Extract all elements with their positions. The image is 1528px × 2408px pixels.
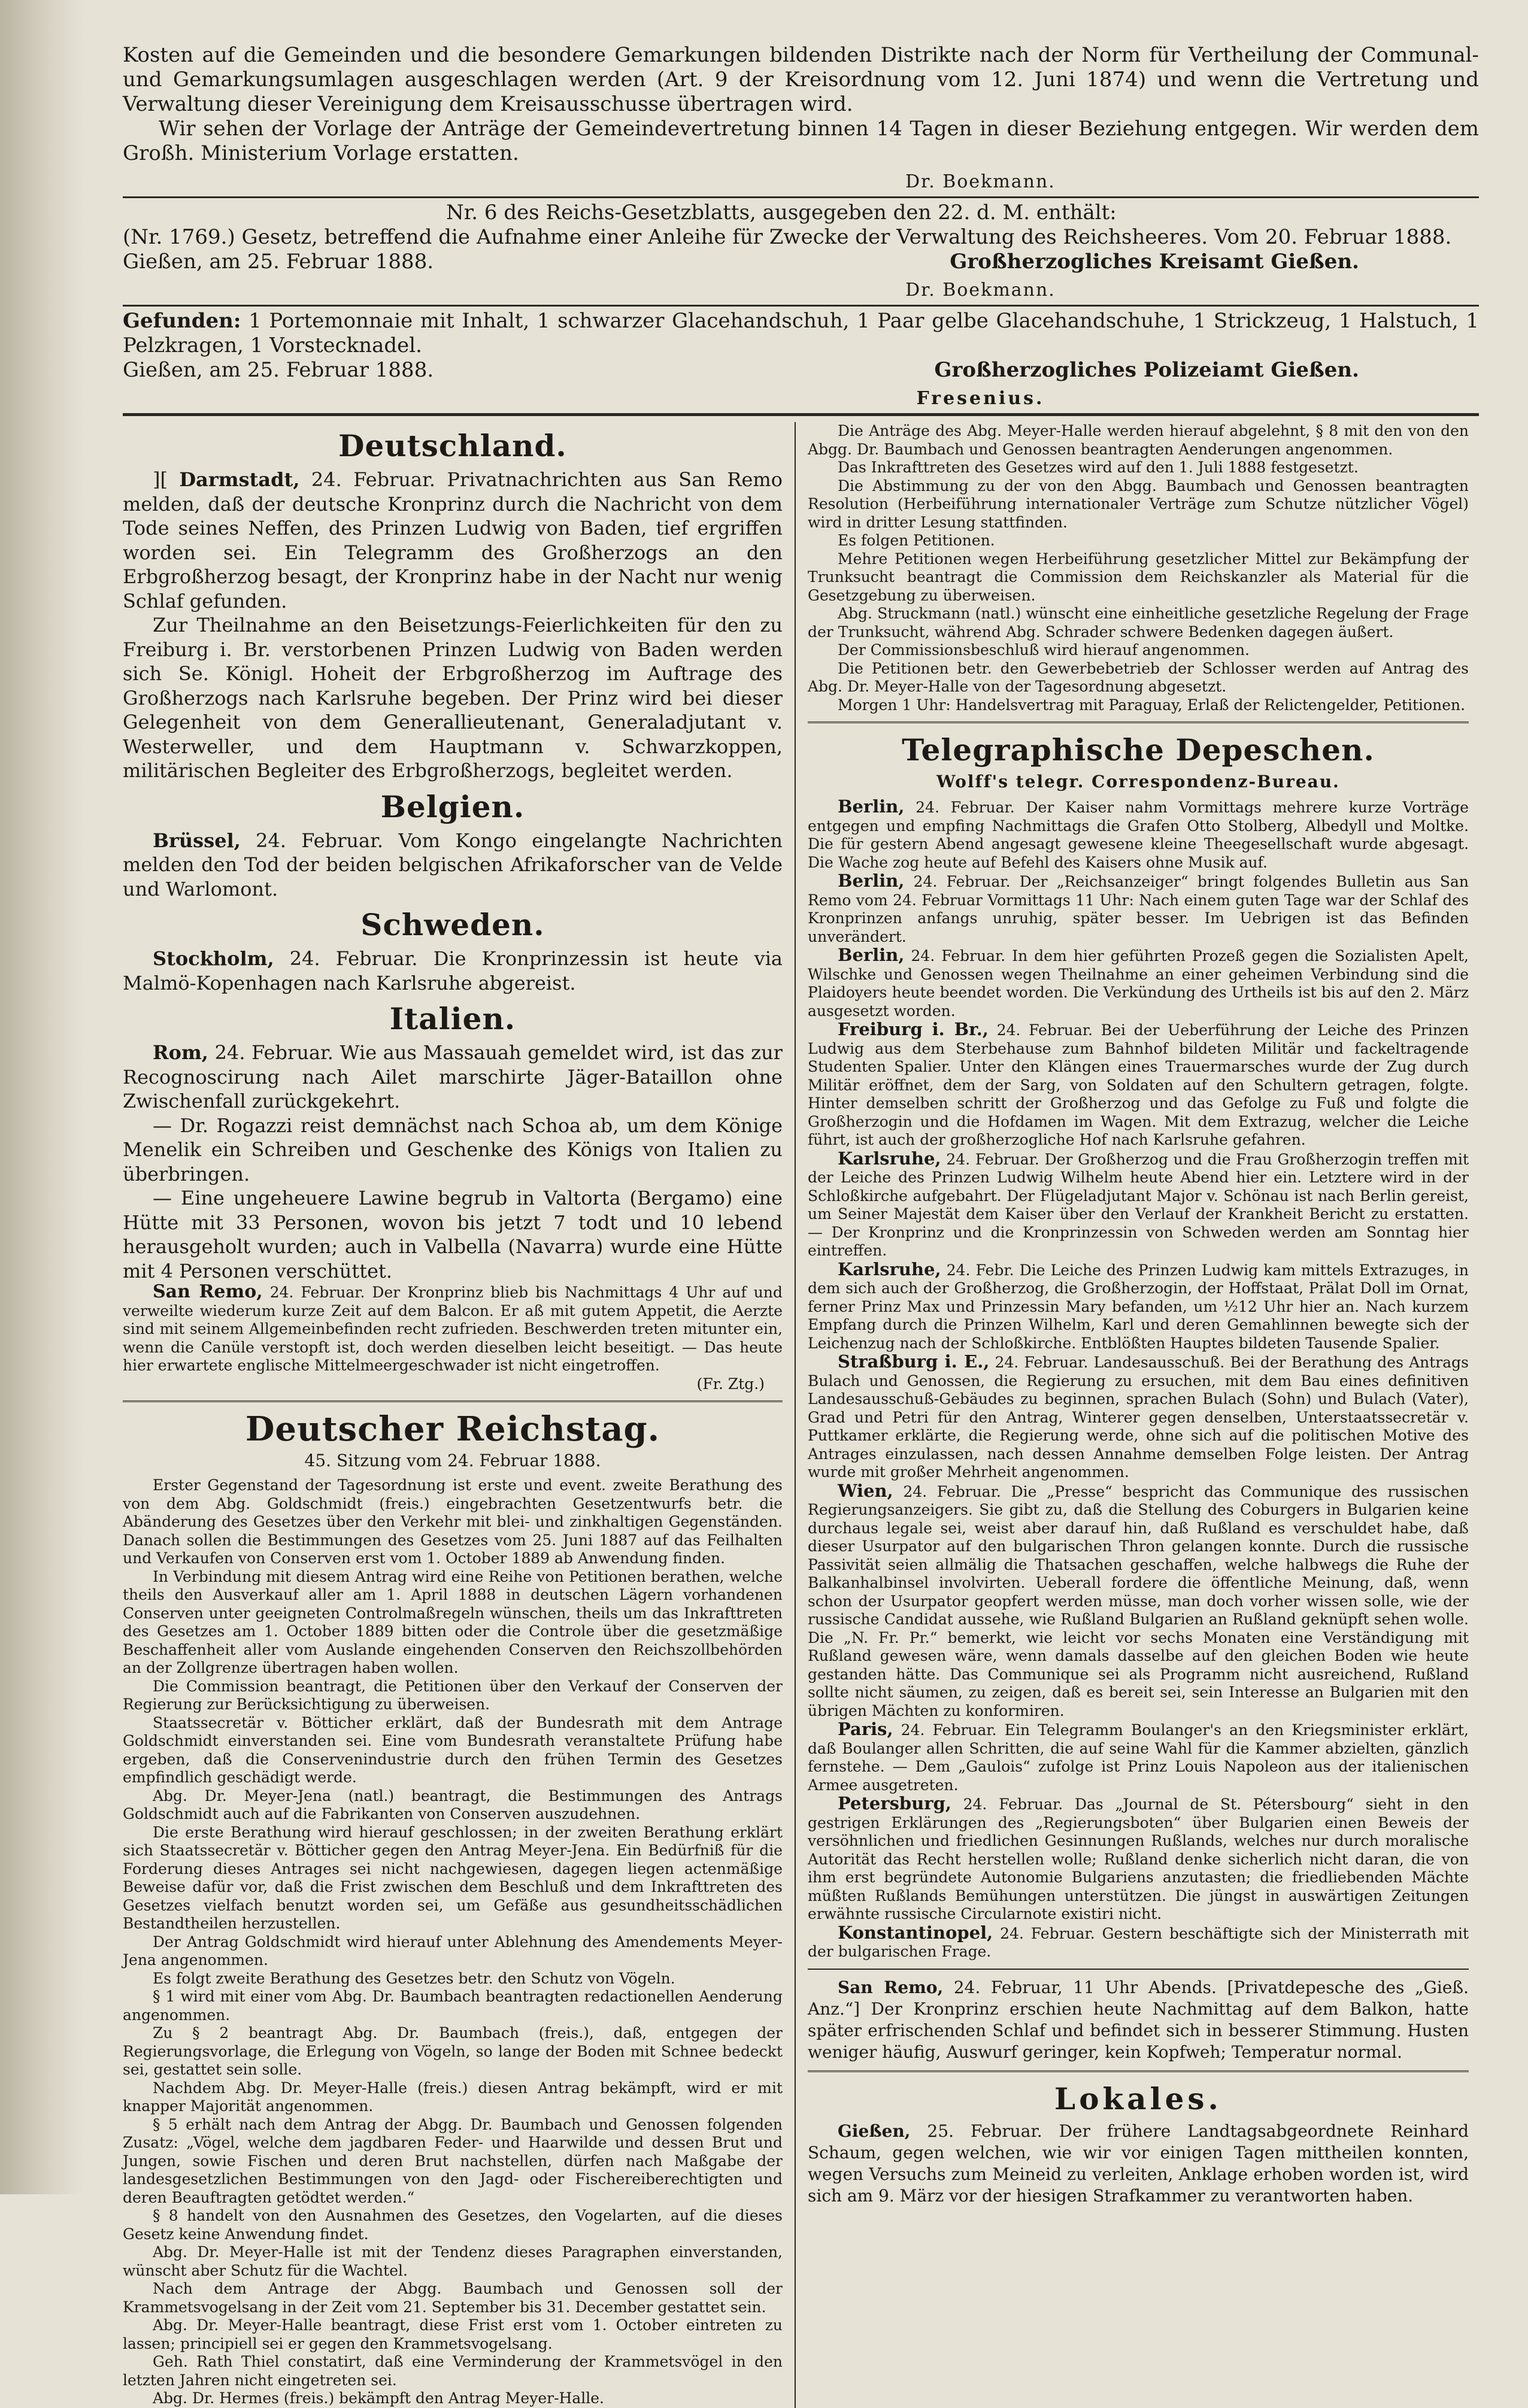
article-sanremo-private: [808, 1977, 1469, 2063]
official-notices: [123, 43, 1479, 416]
telegram-text: 24. Febr. Die Leiche des Prinzen Ludwig kam mittels Extrazuges, in dem sich auch der Großherzog, die Großherzogin, der Hoffstaat, Prälat Doll im Ornat, ferner Prinz Max und Prinzessin Mary befanden, um ½12 Uhr hier an. Nach kurzem Empfang durch die Prinzen Wilhelm, Karl und deren Gemahlinnen bewegte sich der Leichenzug nach der Schloßkirche. Entblößten Hauptes bildeten Tausende Spalier.: [808, 1261, 1469, 1352]
report-paragraph: Der Antrag Goldschmidt wird hierauf unter Ablehnung des Amendements Meyer-Jena angenommen.: [123, 1933, 783, 1969]
divider: [808, 2070, 1469, 2074]
reichsgesetzblatt-law: (Nr. 1769.) Gesetz, betreffend die Aufnahme einer Anleihe für Zwecke der Verwaltung des Reichsheeres. Vom 20. Februar 1888.: [123, 225, 1452, 249]
report-paragraph: Nach dem Antrage der Abgg. Baumbach und Genossen soll der Krammetsvogelsang in der Zeit vom 21. September bis 31. December gestattet sein.: [123, 2280, 783, 2316]
report-paragraph: Die Anträge des Abg. Meyer-Halle werden hierauf abgelehnt, § 8 mit den von den Abgg. Dr. Baumbach und Genossen beantragten Aenderungen angenommen.: [808, 422, 1469, 458]
article-text: 24. Februar, 11 Uhr Abends. [Privatdepesche des „Gieß. Anz.“] Der Kronprinz erschien heute Nachmittag auf dem Balkon, hatte später erfrischenden Schlaf und befindet sich in besserer Stimmung. Husten weniger häufig, Auswurf geringer, kein Kopfweh; Temperatur normal.: [808, 1977, 1469, 2062]
report-paragraph: § 8 handelt von den Ausnahmen des Gesetzes, den Vogelarten, auf die dieses Gesetz keine Anwendung findet.: [123, 2207, 783, 2243]
report-paragraph: Zu § 2 beantragt Abg. Dr. Baumbach (freis.), daß, entgegen der Regierungsvorlage, die Erlegung von Vögeln, so lange der Boden mit Schnee bedeckt sei, gestattet sein solle.: [123, 2024, 783, 2078]
dateline-place: Wien,: [838, 1480, 893, 1501]
dateline-place: Brüssel,: [153, 829, 241, 852]
report-paragraph: Die Petitionen betr. den Gewerbebetrieb der Schlosser werden auf Antrag des Abg. Dr. Meyer-Halle von der Tagesordnung abgesetzt.: [808, 659, 1469, 695]
article-sanremo: [123, 1283, 783, 1375]
place-date-2: Gießen, am 25. Februar 1888.: [123, 358, 434, 382]
article-text: 24. Februar. Vom Kongo eingelangte Nachrichten melden den Tod der beiden belgischen Afrikaforscher van de Velde und Warlomont.: [123, 829, 783, 900]
article-stockholm: [123, 947, 783, 995]
article-text: 24. Februar. Der Kronprinz blieb bis Nachmittags 4 Uhr auf und verweilte wiederum kurze Zeit auf dem Balcon. Er aß mit gutem Appetit, die Aerzte sind mit seinem Allgemeinbefinden recht zufrieden. Beschwerden treten mitunter ein, wenn die Canüle verstopft ist, doch werden dieselben leicht beseitigt. — Das heute hier erwartete englische Mittelmeergeschwader ist nicht eingetroffen.: [123, 1284, 783, 1374]
article-darmstadt: [123, 468, 783, 613]
section-mark: ][: [153, 468, 168, 491]
telegram-item: [808, 1794, 1469, 1924]
dateline-place: San Remo,: [153, 1281, 263, 1302]
report-paragraph: Das Inkrafttreten des Gesetzes wird auf den 1. Juli 1888 festgesetzt.: [838, 459, 1359, 476]
report-paragraph: Abg. Struckmann (natl.) wünscht eine einheitliche gesetzliche Regelung der Frage der Trunksucht, während Abg. Schrader schwere Bedenken dagegen äußert.: [808, 605, 1469, 641]
heading-reichstag: Deutscher Reichstag.: [245, 1409, 660, 1449]
report-paragraph: Die Abstimmung zu der von den Abgg. Baumbach und Genossen beantragten Resolution (Herbeiführung internationaler Verträge zum Schutze nützlicher Vögel) wird in dritter Lesung stattfinden.: [808, 477, 1469, 531]
report-paragraph: In Verbindung mit diesem Antrag wird eine Reihe von Petitionen berathen, welche theils den Ausverkauf aller am 1. April 1888 in deutschen Lägern vorhandenen Conserven unter geeigneten Controlmaßregeln wünschen, theils um das Inkrafttreten des Gesetzes am 1. October 1889 bitten oder die Controle über die gesetzmäßige Beschaffenheit aller vom Auslande eingehenden Conserven den Reichszollbehörden an der Zollgrenze übertragen haben wollen.: [123, 1567, 783, 1676]
report-paragraph: Abg. Dr. Hermes (freis.) bekämpft den Antrag Meyer-Halle.: [153, 2389, 604, 2407]
telegram-text: 24. Februar. Bei der Ueberführung der Leiche des Prinzen Ludwig aus dem Sterbehause zum Bahnhof bildeten Militär und fackeltragende Studenten Spalier. Unter den Klängen eines Trauermarsches wurde der Zug durch Militär eröffnet, dem der Sarg, von Soldaten auf den Schultern getragen, folgte. Hinter demselben schritt der Großherzog und das Gefolge zu Fuß und folgte die Großherzogin und die Hofdamen im Wagen. Mit dem Extrazug, welcher die Leiche führt, ist auch der großherzogliche Hof nach Karlsruhe gefahren.: [808, 1021, 1469, 1148]
report-paragraph: Morgen 1 Uhr: Handelsvertrag mit Paraguay, Erlaß der Relictengelder, Petitionen.: [838, 696, 1466, 714]
telegram-item: [808, 797, 1469, 872]
dateline-place: San Remo,: [838, 1977, 944, 1997]
telegram-text: 24. Februar. Landesausschuß. Bei der Berathung des Antrags Bulach und Genossen, die Regierung zu ersuchen, mit dem Bau eines definitiven Landesausschuß-Gebäudes zu beginnen, sprachen Bulach (Sohn) und Bulach (Vater), Grad und Petri für den Antrag, Winterer gegen denselben, Unterstaatssecretär v. Puttkamer erklärte, die Regierung werde, ohne sich auf die politischen Motive des Antrages einzulassen, nach dessen Annahme demselben Folge leisten. Der Antrag wurde mit großer Mehrheit angenommen.: [808, 1354, 1469, 1481]
signature-fresenius: Fresenius.: [916, 388, 1045, 409]
office-kreisamt: Großherzogliches Kreisamt Gießen.: [950, 250, 1359, 274]
notice-paragraph-1: Kosten auf die Gemeinden und die besondere Gemarkungen bildenden Distrikte nach der Norm für Vertheilung der Communal- und Gemarkungsumlagen ausgeschlagen werden (Art. 9 der Kreisordnung vom 12. Juni 1874) und wenn die Vertretung und Verwaltung dieser Vereinigung dem Kreisausschusse übertragen wird.: [123, 43, 1479, 116]
divider: [123, 196, 1479, 198]
telegram-item: [808, 1020, 1469, 1150]
notice-paragraph-2: Wir sehen der Vorlage der Anträge der Gemeindevertretung binnen 14 Tagen in dieser Beziehung entgegen. Wir werden dem Großh. Ministerium Vorlage erstatten.: [123, 117, 1479, 165]
dateline-place: Gießen,: [838, 2121, 911, 2141]
report-paragraph: Mehre Petitionen wegen Herbeiführung gesetzlicher Mittel zur Bekämpfung der Trunksucht beantragt die Commission dem Reichskanzler als Material für die Gesetzgebung zu überweisen.: [808, 550, 1469, 604]
telegram-item: [808, 1150, 1469, 1260]
report-paragraph: § 5 erhält nach dem Antrag der Abgg. Dr. Baumbach und Genossen folgenden Zusatz: „Vögel, welche dem jagdbaren Feder- und Haarwilde und dessen Brut und Jungen, sowie Fischen und deren Brut nachstellen, dürfen nach Maßgabe der landesgesetzlichen Bestimmungen von den Jagd- oder Fischereiberechtigten und deren Beauftragten getödtet werden.“: [123, 2115, 783, 2206]
report-paragraph: Staatssecretär v. Bötticher erklärt, daß der Bundesrath mit dem Antrage Goldschmidt einverstanden sei. Eine vom Bundesrath veranstaltete Prüfung habe ergeben, daß die Conservenindustrie durch den frühen Termin des Gesetzes empfindlich geschädigt werde.: [123, 1713, 783, 1786]
dateline-place: Konstantinopel,: [838, 1922, 993, 1943]
article-rom-2: — Dr. Rogazzi reist demnächst nach Schoa ab, um dem Könige Menelik ein Schreiben und Geschenke des Königs von Italien zu überbringen.: [123, 1114, 783, 1185]
found-text: 1 Portemonnaie mit Inhalt, 1 schwarzer Glacehandschuh, 1 Paar gelbe Glacehandschuhe, 1 Strickzeug, 1 Halstuch, 1 Pelzkragen, 1 Vorstecknadel.: [123, 309, 1479, 357]
dateline-place: Darmstadt,: [179, 468, 300, 491]
report-paragraph: Nachdem Abg. Dr. Meyer-Halle (freis.) diesen Antrag bekämpft, wird er mit knapper Majorität angenommen.: [123, 2079, 783, 2115]
dateline-place: Karlsruhe,: [838, 1258, 941, 1279]
heading-italien: Italien.: [389, 1001, 516, 1036]
heading-telegraphische-depeschen: Telegraphische Depeschen.: [902, 732, 1375, 768]
telegram-text: 24. Februar. In dem hier geführten Prozeß gegen die Sozialisten Apelt, Wilschke und Genossen wegen Theilnahme an einer geheimen Verbindung sind die Plaidoyers heute beendet worden. Die Verkündung des Urtheils ist bis auf den 2. März ausgesetzt worden.: [808, 947, 1469, 1020]
telegram-text: 24. Februar. Der Kaiser nahm Vormittags mehrere kurze Vorträge entgegen und empfing Nachmittags die Grafen Otto Stolberg, Albedyll und Moltke. Die für gestern Abend angesagt gewesene kleine Theegesellschaft wurde abgesagt. Die Wache zog heute auf Befehl des Kaisers ohne Musik auf.: [808, 799, 1469, 871]
article-bruessel: [123, 829, 783, 902]
article-text: 25. Februar. Der frühere Landtagsabgeordnete Reinhard Schaum, gegen welchen, wie wir vor einigen Tagen mittheilen konnten, wegen Versuchs zum Meineid zu verleiten, Anklage erhoben worden ist, wird sich am 9. März vor der hiesigen Strafkammer zu verantworten haben.: [808, 2121, 1469, 2206]
telegram-item: [808, 946, 1469, 1020]
dateline-place: Stockholm,: [153, 947, 274, 970]
dateline-place: Karlsruhe,: [838, 1148, 941, 1169]
divider: [123, 1400, 783, 1404]
found-label: Gefunden:: [123, 309, 241, 333]
session-line: 45. Sitzung vom 24. Februar 1888.: [304, 1451, 601, 1470]
article-giessen: [808, 2121, 1469, 2207]
article-text: 24. Februar. Die Kronprinzessin ist heute via Malmö-Kopenhagen nach Karlsruhe abgereist.: [123, 947, 783, 994]
telegram-item: [808, 1260, 1469, 1353]
divider: [123, 305, 1479, 307]
dateline-place: Berlin,: [838, 871, 905, 891]
reichsgesetzblatt-line: Nr. 6 des Reichs-Gesetzblatts, ausgegeben den 22. d. M. enthält:: [446, 201, 1117, 225]
report-paragraph: Abg. Dr. Meyer-Jena (natl.) beantragt, die Bestimmungen des Antrags Goldschmidt auch auf die Fabrikanten von Conserven auszudehnen.: [123, 1787, 783, 1822]
notice-footer-2: [123, 358, 1479, 383]
report-paragraph: Der Commissionsbeschluß wird hierauf angenommen.: [838, 641, 1250, 659]
dateline-place: Petersburg,: [838, 1793, 951, 1813]
two-column-body: [123, 422, 1479, 2408]
dateline-place: Freiburg i. Br.,: [838, 1019, 989, 1039]
report-paragraph: Es folgen Petitionen.: [838, 532, 995, 549]
dateline-place: Rom,: [153, 1041, 208, 1064]
article-darmstadt-2: Zur Theilnahme an den Beisetzungs-Feierlichkeiten für den zu Freiburg i. Br. verstorbenen Prinzen Ludwig von Baden werden sich Se. Königl. Hoheit der Erbgroßherzog im Auftrage des Großherzogs nach Karlsruhe begeben. Der Prinz wird bei dieser Gelegenheit von dem Generallieutenant, Generaladjutant v. Westerweller, und dem Hauptmann v. Schwarzkoppen, militärischen Begleiter des Erbgroßherzogs, begleitet werden.: [123, 614, 783, 782]
telegram-text: 24. Februar. Ein Telegramm Boulanger's an den Kriegsminister erklärt, daß Boulanger allen Schritten, die auf seine Wahl für die Kammer abzielten, gänzlich fernstehe. — Dem „Gaulois“ zufolge ist Prinz Louis Napoleon aus der italienischen Armee ausgetreten.: [808, 1721, 1469, 1794]
reichstag-continuation: [808, 422, 1469, 714]
heading-lokales: Lokales.: [1054, 2081, 1222, 2116]
source-credit: (Fr. Ztg.): [696, 1375, 765, 1393]
telegram-item: [808, 1924, 1469, 1961]
article-rom-3: — Eine ungeheuere Lawine begrub in Valtorta (Bergamo) eine Hütte mit 33 Personen, wovon bis jetzt 7 todt und 10 lebend herausgeholt wurden; auch in Valbella (Navarra) wurde eine Hütte mit 4 Personen verschüttet.: [123, 1187, 783, 1282]
divider: [808, 1969, 1469, 1970]
heading-deutschland: Deutschland.: [338, 428, 567, 463]
article-rom: [123, 1041, 783, 1114]
divider-heavy: [123, 413, 1479, 416]
left-column: [123, 422, 796, 2408]
telegram-text: 24. Februar. Die „Presse“ bespricht das Communique des russischen Regierungsanzeigers. Sie gibt zu, daß die Stellung des Coburgers in Bulgarien keine durchaus legale sei, weist aber darauf hin, daß Rußland es verschuldet habe, daß dieser Usurpator auf den bulgarischen Thron gelangen konnte. Durch die russische Passivität seien allmälig die Thatsachen geschaffen, welche halbwegs die Ruhe der Balkanhalbinsel involvirten. Ueberall fordere die öffentliche Meinung, daß, wenn schon der Usurpator geopfert werden müsse, man doch vorher wissen solle, wie der russische Candidat aussehe, wie Rußland Bulgarien an Rußland geknüpft sehen wolle. Die „N. Fr. Pr.“ bemerkt, wie leicht vor sechs Monaten eine Verständigung mit Rußland gewesen wäre, wenn damals dasselbe auf den gleichen Boden wie heute gestanden hätte. Das Communique sei als Programm nicht ausreichend, Rußland sollte nicht säumen, zu zeigen, daß es bereit sei, sein Interesse an Bulgarien mit den übrigen Mächten zu konformiren.: [808, 1482, 1469, 1719]
article-text: 24. Februar. Wie aus Massauah gemeldet wird, ist das zur Recognoscirung nach Ailet marschirte Jäger-Bataillon ohne Zwischenfall zurückgekehrt.: [123, 1041, 783, 1112]
dateline-place: Berlin,: [838, 945, 905, 965]
reichstag-report: [123, 1476, 783, 2408]
wolff-bureau-line: Wolff's telegr. Correspondenz-Bureau.: [936, 772, 1340, 791]
heading-schweden: Schweden.: [360, 907, 545, 942]
telegram-item: [808, 1482, 1469, 1721]
telegram-text: 24. Februar. Gestern beschäftigte sich der Ministerrath mit der bulgarischen Frage.: [808, 1924, 1469, 1960]
dateline-place: Straßburg i. E.,: [838, 1351, 990, 1372]
dateline-place: Berlin,: [838, 796, 905, 817]
telegram-item: [808, 1720, 1469, 1794]
signature-boekmann-1: Dr. Boekmann.: [905, 171, 1056, 192]
report-paragraph: Die Commission beantragt, die Petitionen über den Verkauf der Conserven der Regierung zur Berücksichtigung zu überweisen.: [123, 1677, 783, 1713]
telegram-text: 24. Februar. Der „Reichsanzeiger“ bringt folgendes Bulletin aus San Remo vom 24. Februar Vormittags 11 Uhr: Nach einem guten Tage war der Schlaf des Kronprinzen anfangs unruhig, später besser. Im Uebrigen ist das Befinden unverändert.: [808, 873, 1469, 945]
telegram-text: 24. Februar. Das „Journal de St. Pétersbourg“ sieht in den gestrigen Erklärungen des „Regierungsboten“ über Bulgarien einen Beweis der versöhnlichen und friedlichen Gesinnungen Rußlands, welches nur durch moralische Autorität das Recht herstellen wolle; Rußland denke sicherlich nicht daran, die von ihm erst begründete Autonomie Bulgariens anzutasten; die friedliebenden Mächte müßten Rußlands Bemühungen unterstützen. Die jüngst in auswärtigen Zeitungen erwähnte russische Circularnote existiri nicht.: [808, 1796, 1469, 1922]
telegram-list: [808, 797, 1469, 1961]
report-paragraph: Erster Gegenstand der Tagesordnung ist erste und event. zweite Berathung des von dem Abg. Goldschmidt (freis.) eingebrachten Gesetzentwurfs betr. die Abänderung des Gesetzes über den Verkehr mit blei- und zinkhaltigen Gegenständen. Danach sollen die Bestimmungen des Gesetzes vom 25. Juni 1887 auf das Feilhalten und Verkaufen von Conserven erst vom 1. October 1889 ab Anwendung finden.: [123, 1476, 783, 1567]
telegram-text: 24. Februar. Der Großherzog und die Frau Großherzogin treffen mit der Leiche des Prinzen Ludwig Wilhelm heute Abend hier ein. Letztere wird in der Schloßkirche aufgebahrt. Der Flügeladjutant Major v. Schönau ist nach Berlin gereist, um Seiner Majestät dem Kaiser über den Verlauf der Krankheit Bericht zu erstatten. — Der Kronprinz und die Kronprinzessin von Schweden werden am Sonntag hier eintreffen.: [808, 1150, 1469, 1259]
report-paragraph: Abg. Dr. Meyer-Halle beantragt, diese Frist erst vom 1. October eintreten zu lassen; principiell sei er gegen den Krammetsvogelsang.: [123, 2316, 783, 2352]
article-text: 24. Februar. Privatnachrichten aus San Remo melden, daß der deutsche Kronprinz durch die Nachricht von dem Tode seines Neffen, des Prinzen Ludwig von Baden, tief ergriffen worden sei. Ein Telegramm des Großherzogs an den Erbgroßherzog besagt, der Kronprinz habe in der Nacht nur wenig Schlaf gefunden.: [123, 468, 783, 612]
heading-belgien: Belgien.: [380, 788, 525, 824]
telegram-item: [808, 872, 1469, 946]
found-items: [123, 309, 1479, 358]
report-paragraph: Die erste Berathung wird hierauf geschlossen; in der zweiten Berathung erklärt sich Staatssecretär v. Bötticher gegen den Antrag Meyer-Jena. Ein Bedürfniß für die Forderung dieses Antrages sei nicht nachgewiesen, dagegen liegen actenmäßige Beweise dafür vor, daß die Frist zwischen dem Beschluß und dem Inkrafttreten des Gesetzes vielfach benutzt worden sei, um Gefäße aus gesundheitsschädlichen Bestandtheilen herzustellen.: [123, 1823, 783, 1932]
signature-boekmann-2: Dr. Boekmann.: [905, 280, 1056, 301]
place-date-1: Gießen, am 25. Februar 1888.: [123, 250, 434, 274]
divider: [808, 721, 1469, 725]
telegram-item: [808, 1352, 1469, 1482]
report-paragraph: Geh. Rath Thiel constatirt, daß eine Verminderung der Krammetsvögel in den letzten Jahren nicht eingetreten sei.: [123, 2353, 783, 2389]
report-paragraph: Abg. Dr. Meyer-Halle ist mit der Tendenz dieses Paragraphen einverstanden, wünscht aber Schutz für die Wachtel.: [123, 2243, 783, 2279]
office-polizeiamt: Großherzogliches Polizeiamt Gießen.: [934, 358, 1359, 382]
dateline-place: Paris,: [838, 1719, 893, 1739]
report-paragraph: § 1 wird mit einer vom Abg. Dr. Baumbach beantragten redactionellen Aenderung angenommen.: [123, 1988, 783, 2024]
report-paragraph: Es folgt zweite Berathung des Gesetzes betr. den Schutz von Vögeln.: [153, 1969, 675, 1987]
right-column: [796, 422, 1469, 2408]
notice-footer-1: [123, 250, 1479, 274]
